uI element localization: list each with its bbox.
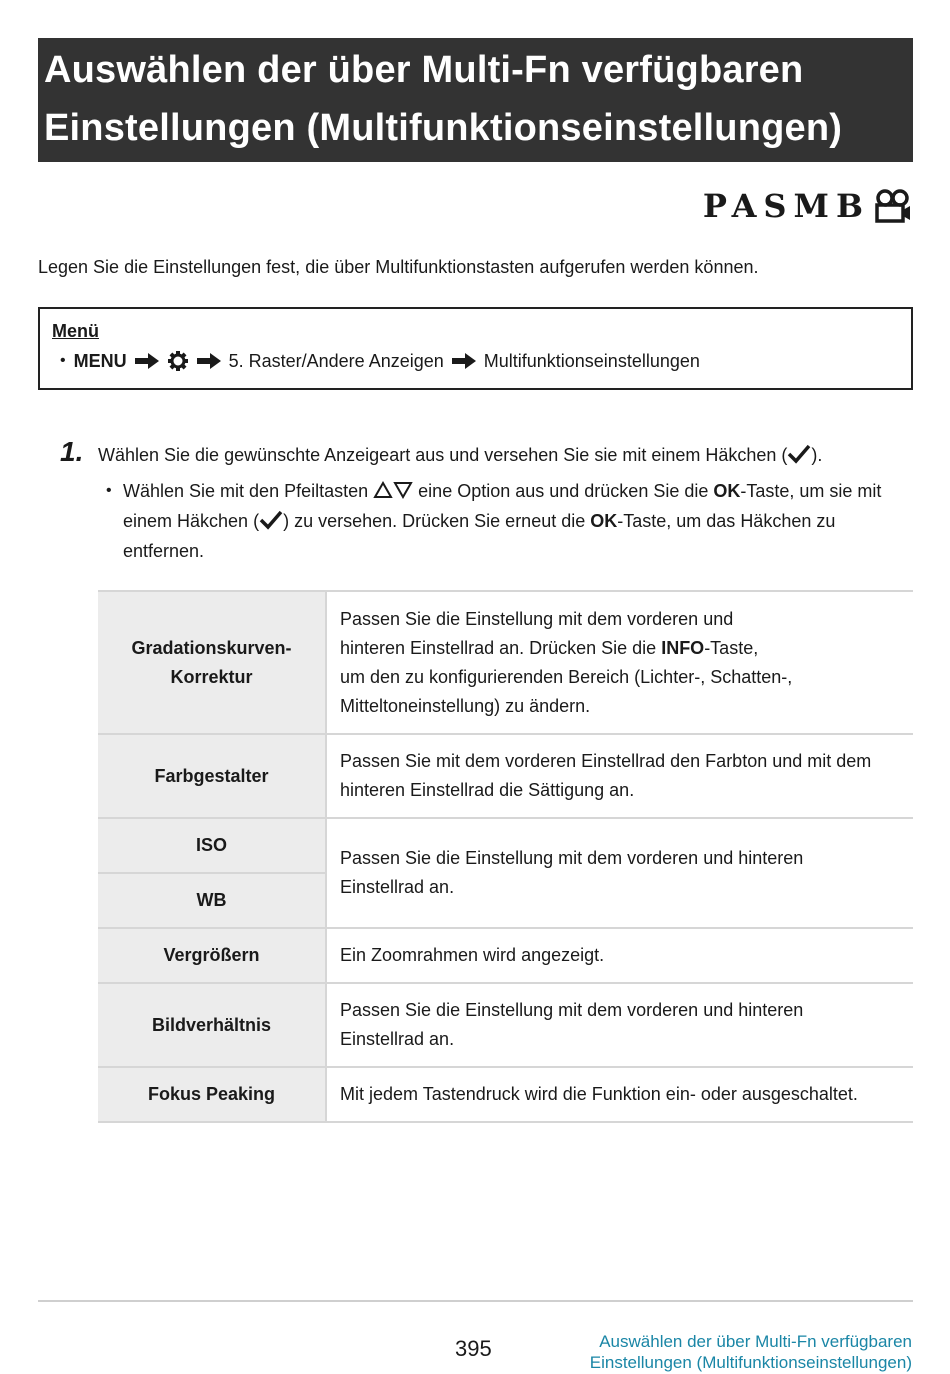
table-row bbox=[98, 734, 913, 818]
option-name: Fokus Peaking bbox=[98, 1067, 326, 1122]
option-name-line: Gradationskurven- bbox=[131, 637, 292, 658]
option-name: Bildverhältnis bbox=[98, 983, 326, 1067]
option-description: Ein Zoomrahmen wird angezeigt. bbox=[326, 928, 913, 983]
menu-heading: Menü bbox=[52, 321, 99, 341]
description-line: Passen Sie mit dem vorderen Einstellrad den Farbton und mit dem bbox=[340, 751, 872, 771]
description-line: Einstellrad an. bbox=[340, 1029, 455, 1049]
section-link-line[interactable]: Einstellungen (Multifunktionseinstellungen) bbox=[589, 1353, 912, 1372]
arrow-right-icon bbox=[451, 352, 477, 370]
description-text: hinteren Einstellrad an. Drücken Sie die bbox=[340, 637, 662, 658]
footer-divider bbox=[38, 1300, 913, 1302]
menu-path bbox=[52, 349, 899, 373]
checkmark-icon bbox=[259, 509, 283, 529]
gear-icon bbox=[167, 350, 189, 372]
menu-target: Multifunktionseinstellungen bbox=[483, 351, 700, 371]
mode-letters: PASMB bbox=[702, 187, 870, 225]
step-text bbox=[98, 440, 822, 470]
checkmark-icon bbox=[787, 443, 811, 463]
down-triangle-icon bbox=[393, 478, 413, 496]
step-text-before: Wählen Sie die gewünschte Anzeigeart aus und versehen Sie sie mit einem Häkchen ( bbox=[98, 445, 788, 465]
substep-part1: Wählen Sie mit den Pfeiltasten bbox=[123, 481, 369, 501]
option-name: ISO bbox=[98, 818, 326, 873]
table-row bbox=[98, 928, 913, 983]
option-description bbox=[326, 818, 913, 928]
menu-bullet: • bbox=[60, 352, 66, 369]
option-description bbox=[326, 983, 913, 1067]
info-key-label: INFO bbox=[661, 637, 705, 658]
step-1-subitem bbox=[106, 476, 911, 566]
title-line-1: Auswählen der über Multi-Fn verfügbaren bbox=[44, 49, 804, 91]
description-line: Mitteltoneinstellung) zu ändern. bbox=[340, 695, 591, 716]
ok-key-label: OK bbox=[590, 511, 618, 531]
description-line: Passen Sie die Einstellung mit dem vorderen und bbox=[340, 608, 734, 629]
option-name-line: Korrektur bbox=[170, 666, 253, 687]
table-row bbox=[98, 1067, 913, 1122]
option-description: Mit jedem Tastendruck wird die Funktion ein- oder ausgeschaltet. bbox=[326, 1067, 913, 1122]
option-description bbox=[326, 734, 913, 818]
step-text-after: ). bbox=[811, 445, 823, 465]
page-number: 395 bbox=[455, 1336, 492, 1361]
page-title bbox=[38, 38, 913, 162]
option-name: Farbgestalter bbox=[98, 734, 326, 818]
table-row bbox=[98, 591, 913, 734]
menu-item: 5. Raster/Andere Anzeigen bbox=[228, 351, 444, 371]
description-line: um den zu konfigurierenden Bereich (Lichter-, Schatten-, bbox=[340, 666, 793, 687]
section-link[interactable] bbox=[590, 1331, 912, 1373]
description-line bbox=[340, 634, 903, 663]
ok-key-label: OK bbox=[713, 481, 741, 501]
substep-part5: -Taste, um das Häkchen zu entfernen. bbox=[123, 511, 836, 561]
title-line-2: Einstellungen (Multifunktionseinstellungen) bbox=[44, 107, 843, 149]
arrow-right-icon bbox=[134, 352, 160, 370]
arrow-right-icon bbox=[196, 352, 222, 370]
shooting-modes bbox=[703, 188, 912, 224]
step-1 bbox=[60, 436, 822, 470]
option-description bbox=[326, 591, 913, 734]
description-line: Passen Sie die Einstellung mit dem vorderen und hinteren bbox=[340, 1000, 804, 1020]
description-text: -Taste, bbox=[704, 637, 759, 658]
step-number: 1. bbox=[60, 436, 84, 467]
description-line: hinteren Einstellrad die Sättigung an. bbox=[340, 780, 635, 800]
option-name: Vergrößern bbox=[98, 928, 326, 983]
option-name: WB bbox=[98, 873, 326, 928]
section-link-line[interactable]: Auswählen der über Multi-Fn verfügbaren bbox=[599, 1332, 912, 1351]
substep-part4: ) zu versehen. Drücken Sie erneut die bbox=[283, 511, 586, 531]
option-name bbox=[98, 591, 326, 734]
description-line: Passen Sie die Einstellung mit dem vorderen und hinteren bbox=[340, 848, 804, 868]
menu-box bbox=[38, 307, 913, 390]
movie-camera-icon bbox=[874, 189, 912, 223]
menu-root: MENU bbox=[73, 351, 127, 371]
up-triangle-icon bbox=[373, 478, 393, 496]
substep-part3: -Taste, um sie mit einem Häkchen ( bbox=[123, 481, 882, 531]
substep-bullet: • bbox=[106, 482, 112, 499]
options-table bbox=[98, 590, 913, 1123]
table-row bbox=[98, 983, 913, 1067]
description-line: Einstellrad an. bbox=[340, 877, 455, 897]
substep-part2: eine Option aus und drücken Sie die bbox=[418, 481, 709, 501]
intro-text: Legen Sie die Einstellungen fest, die über Multifunktionstasten aufgerufen werden können. bbox=[38, 257, 759, 277]
table-row bbox=[98, 818, 913, 873]
